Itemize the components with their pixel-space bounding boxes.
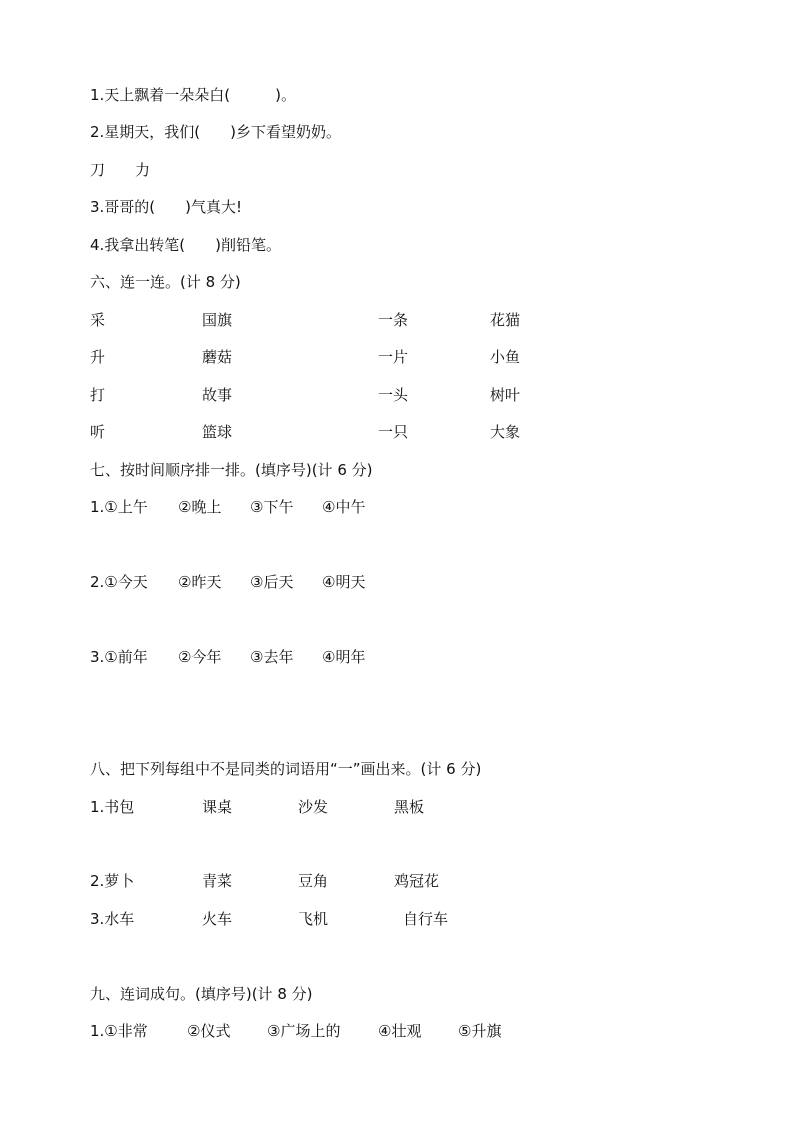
fill-question-2: 2.星期天，我们( )乡下看望奶奶。 <box>90 123 342 141</box>
classify-word: 鸡冠花 <box>394 872 440 890</box>
word-choices: 刀 力 <box>90 161 151 179</box>
order-option: 1.①上午 <box>90 498 148 516</box>
connect-word: 树叶 <box>490 386 521 404</box>
connect-word: 大象 <box>490 423 521 441</box>
section-9-heading: 九、连词成句。(填序号)(计 8 分) <box>90 985 313 1003</box>
section-6-heading: 六、连一连。(计 8 分) <box>90 273 241 291</box>
connect-word: 打 <box>90 386 106 404</box>
fill-question-3: 3.哥哥的( )气真大! <box>90 198 243 216</box>
classify-word: 2.萝卜 <box>90 872 135 890</box>
classify-word: 3.水车 <box>90 910 135 928</box>
connect-word: 采 <box>90 311 106 329</box>
classify-word: 沙发 <box>298 798 329 816</box>
classify-word: 1.书包 <box>90 798 135 816</box>
classify-word: 课桌 <box>202 798 233 816</box>
connect-word: 一片 <box>378 348 409 366</box>
order-option: ③后天 <box>250 573 294 591</box>
order-option: ④中午 <box>322 498 366 516</box>
sentence-word: 1.①非常 <box>90 1022 148 1040</box>
sentence-word: ④壮观 <box>378 1022 422 1040</box>
order-option: ②晚上 <box>178 498 222 516</box>
sentence-word: ③广场上的 <box>267 1022 341 1040</box>
connect-word: 一只 <box>378 423 409 441</box>
connect-word: 故事 <box>202 386 233 404</box>
classify-word: 青菜 <box>202 872 233 890</box>
order-option: ③去年 <box>250 648 294 666</box>
sentence-word: ②仪式 <box>187 1022 231 1040</box>
classify-word: 黑板 <box>394 798 425 816</box>
fill-question-1: 1.天上飘着一朵朵白( )。 <box>90 86 297 104</box>
classify-word: 飞机 <box>298 910 329 928</box>
order-option: ③下午 <box>250 498 294 516</box>
classify-word: 火车 <box>202 910 233 928</box>
order-option: ④明天 <box>322 573 366 591</box>
section-8-heading: 八、把下列每组中不是同类的词语用“一”画出来。(计 6 分) <box>90 760 482 778</box>
connect-word: 小鱼 <box>490 348 521 366</box>
section-7-heading: 七、按时间顺序排一排。(填序号)(计 6 分) <box>90 461 373 479</box>
order-option: 2.①今天 <box>90 573 148 591</box>
order-option: ②昨天 <box>178 573 222 591</box>
connect-word: 听 <box>90 423 106 441</box>
order-option: 3.①前年 <box>90 648 148 666</box>
classify-word: 豆角 <box>298 872 329 890</box>
connect-word: 一条 <box>378 311 409 329</box>
fill-question-4: 4.我拿出转笔( )削铅笔。 <box>90 236 282 254</box>
connect-word: 蘑菇 <box>202 348 233 366</box>
order-option: ④明年 <box>322 648 366 666</box>
connect-word: 升 <box>90 348 106 366</box>
connect-word: 花猫 <box>490 311 521 329</box>
sentence-word: ⑤升旗 <box>458 1022 502 1040</box>
connect-word: 一头 <box>378 386 409 404</box>
classify-word: 自行车 <box>403 910 449 928</box>
order-option: ②今年 <box>178 648 222 666</box>
connect-word: 篮球 <box>202 423 233 441</box>
connect-word: 国旗 <box>202 311 233 329</box>
